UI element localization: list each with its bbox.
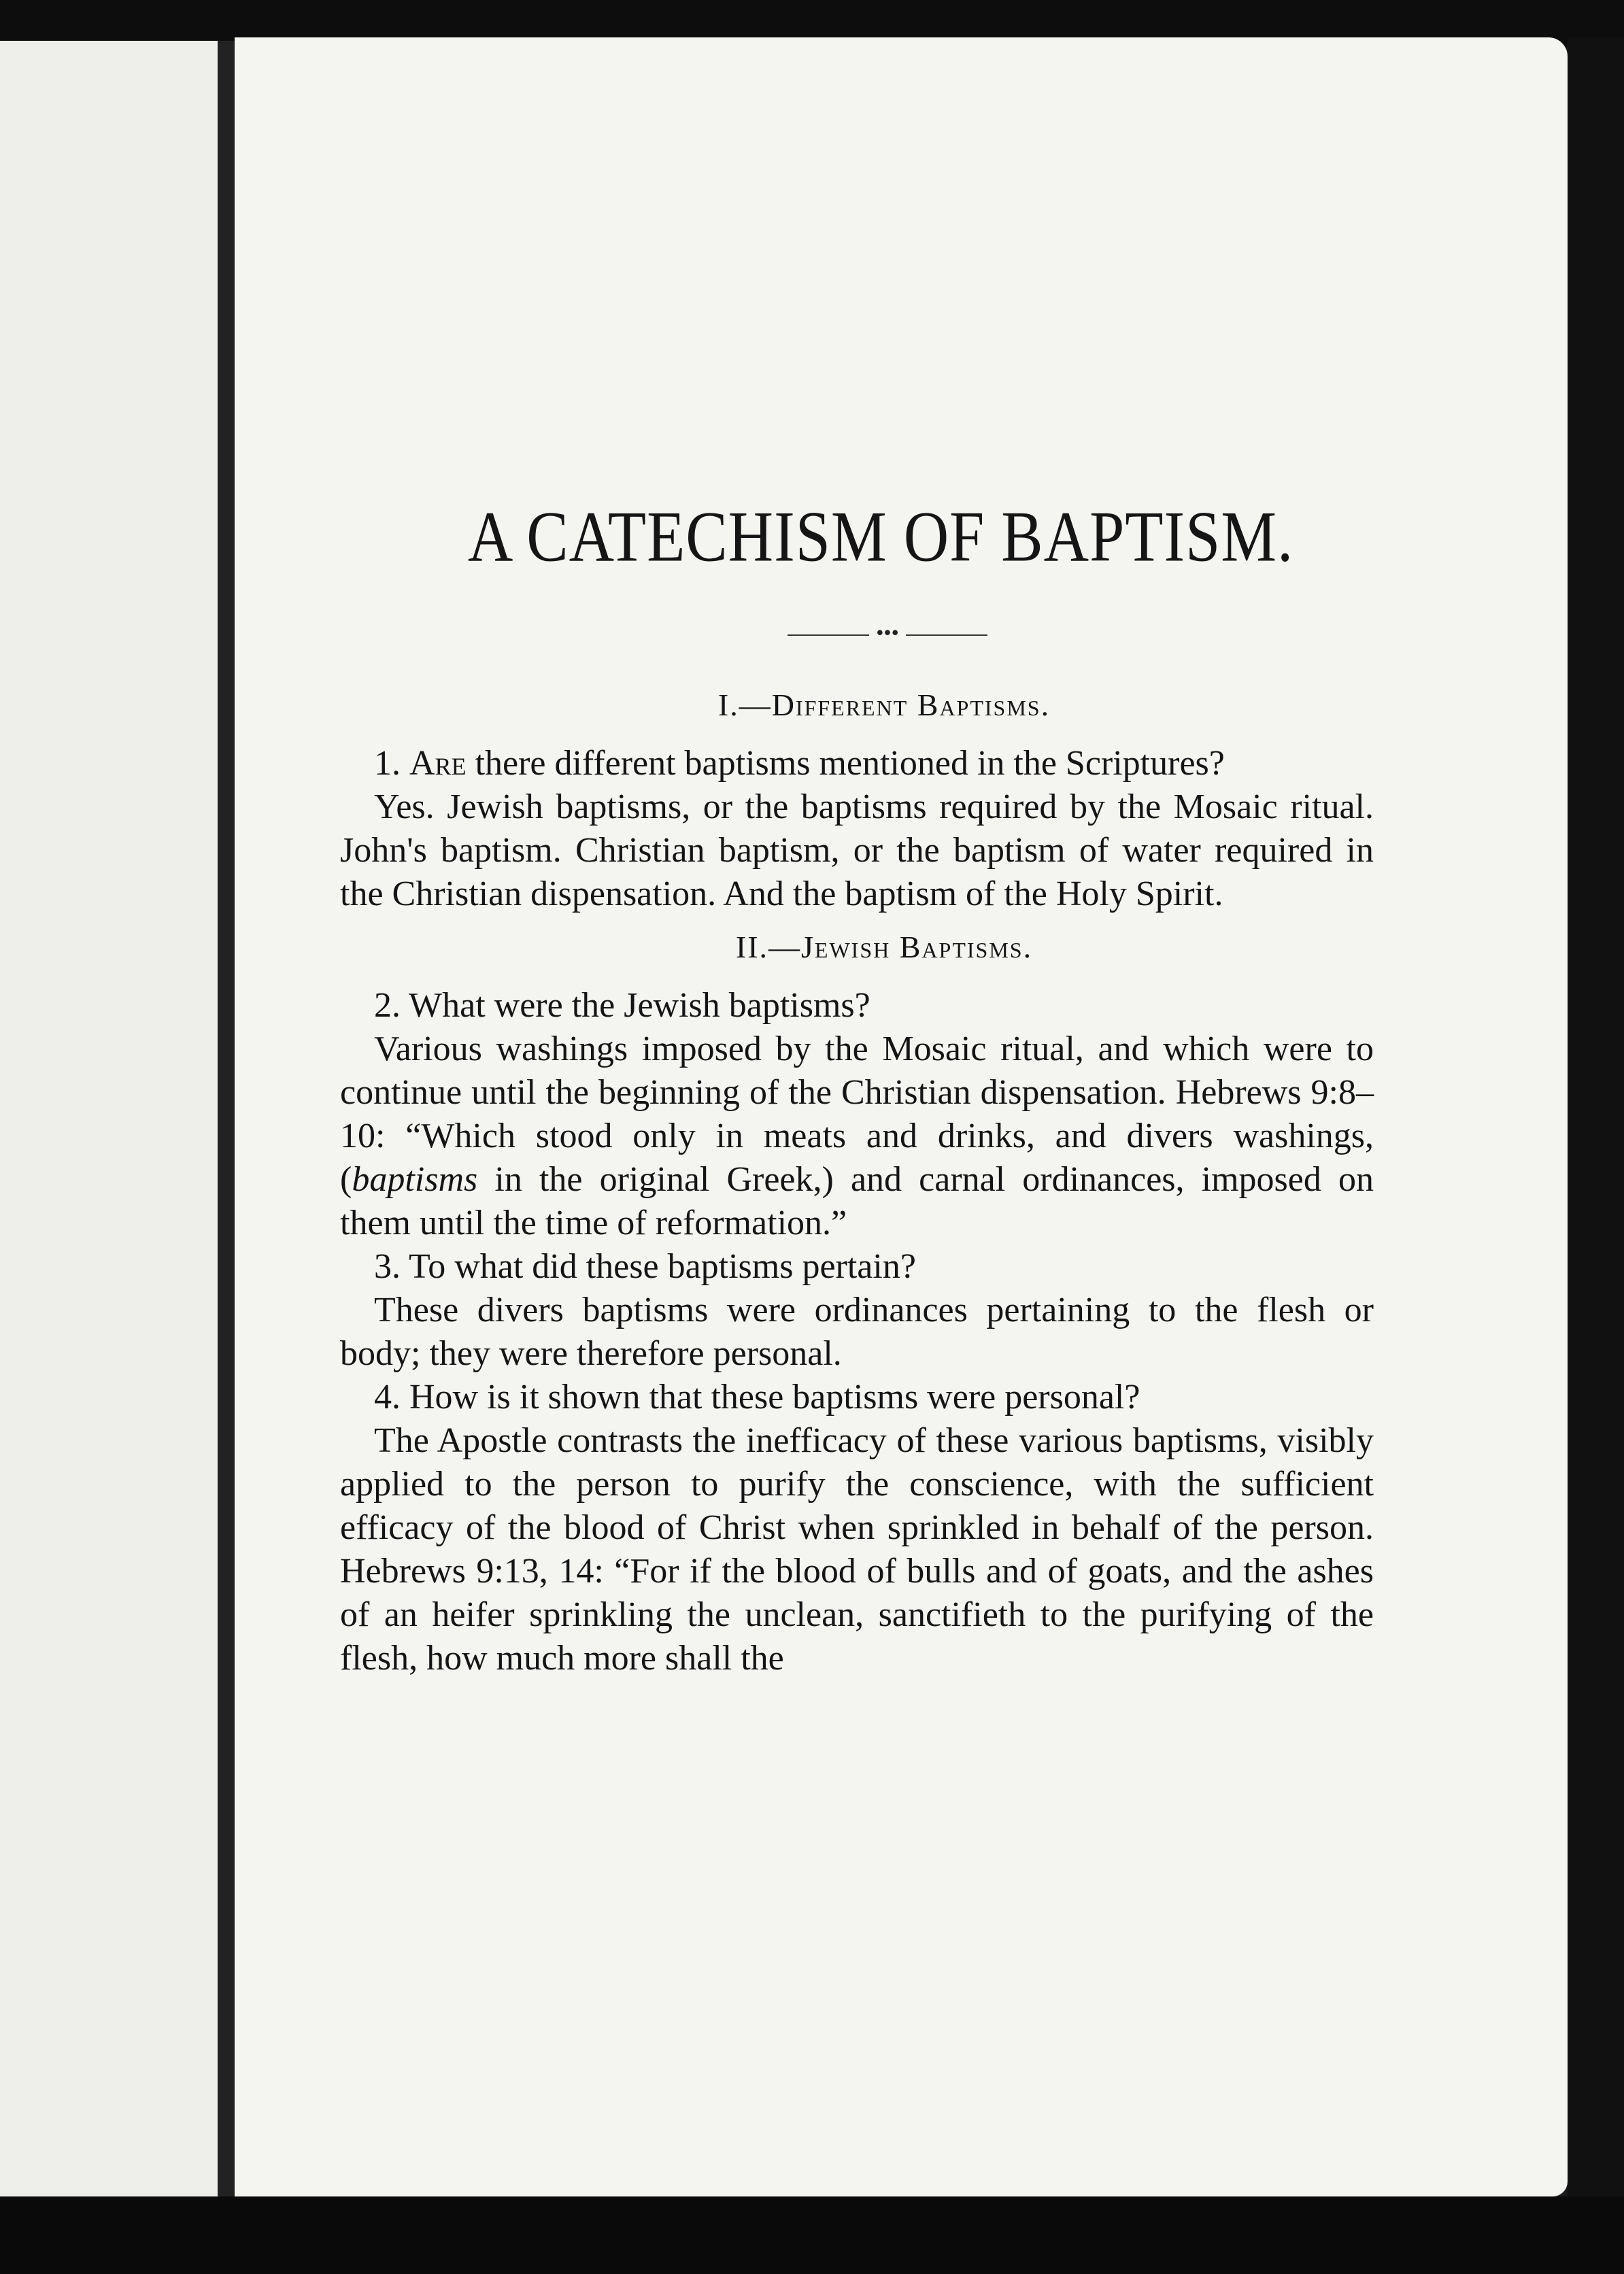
answer-emphasis: baptisms bbox=[352, 1160, 478, 1199]
question-text: there different baptisms mentioned in the Scriptures? bbox=[466, 744, 1225, 783]
page-content bbox=[340, 490, 1374, 1680]
section-heading: I.—Different Baptisms. bbox=[717, 688, 1051, 722]
ornament-divider bbox=[401, 612, 1374, 653]
question bbox=[340, 742, 1374, 785]
question-number: 1. bbox=[374, 744, 409, 783]
scan-right-border bbox=[1568, 37, 1624, 2200]
answer bbox=[340, 1028, 1374, 1245]
page-gutter bbox=[218, 41, 237, 2200]
scan-bottom-border bbox=[0, 2196, 1624, 2274]
ornament-rule-left bbox=[788, 634, 869, 636]
question: 4. How is it shown that these baptisms were personal? bbox=[374, 1378, 1140, 1416]
answer: The Apostle contrasts the inefficacy of these various baptisms, visibly applied to the person to purify the conscience, with the sufficient efficacy of the blood of Christ when sprinkled in behalf of the person. Hebrews 9:13, 14: “For if the blood of bulls and of goats, and the ashes of an heifer sprinkling the unclean, sanctifieth to the purifying of the flesh, how much more shall the bbox=[340, 1421, 1374, 1678]
answer-text: in the original Greek,) and carnal ordinances, imposed on them until the time of reformation.” bbox=[340, 1160, 1374, 1242]
question: 3. To what did these baptisms pertain? bbox=[374, 1247, 916, 1286]
ghost-text bbox=[122, 680, 218, 707]
ornament-rule-right bbox=[906, 634, 987, 636]
question-first-word: Are bbox=[409, 744, 467, 783]
answer: Yes. Jewish baptisms, or the baptisms required by the Mosaic ritual. John's baptism. Christian baptism, or the baptism of water required in the Christian dispensation. And the baptism of the Holy Spirit. bbox=[340, 787, 1374, 913]
question: 2. What were the Jewish baptisms? bbox=[374, 986, 870, 1025]
section-heading: II.—Jewish Baptisms. bbox=[735, 930, 1033, 964]
answer: These divers baptisms were ordinances pertaining to the flesh or body; they were therefore personal. bbox=[340, 1291, 1374, 1373]
page-title: A CATECHISM OF BAPTISM. bbox=[467, 496, 1294, 577]
answer-text: Various washings imposed by the Mosaic ritual, and which were to continue until the beginning of the Christian dispensation. Hebrews 9:8–10: “Which stood only in meats and drinks, and divers washings, ( bbox=[340, 1030, 1374, 1199]
ornament-dots: ••• bbox=[876, 620, 899, 645]
adjacent-page-edge bbox=[0, 41, 235, 2200]
